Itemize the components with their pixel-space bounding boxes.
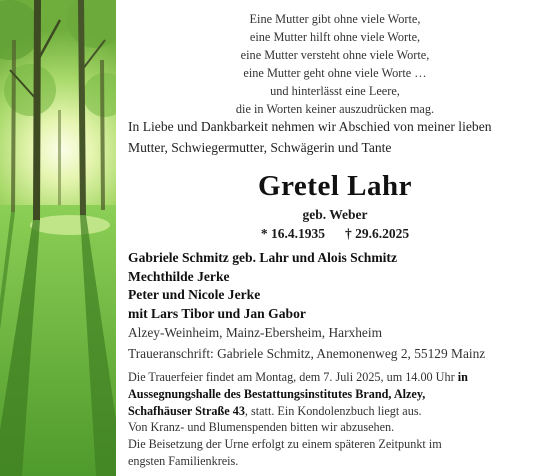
farewell-intro [128,117,542,158]
poem [128,10,542,118]
family-line: Peter und Nicole Jerke [128,287,261,302]
ceremony-line: Die Beisetzung der Urne erfolgt zu einem späteren Zeitpunkt im [128,437,442,452]
poem-line: eine Mutter versteht ohne viele Worte, [240,48,430,62]
family-line: Mechthilde Jerke [128,268,230,284]
family-places: Alzey-Weinheim, Mainz-Ebersheim, Harxheim [128,325,382,340]
family-line: Gabriele Schmitz geb. Lahr und Alois Schmitz [128,250,397,265]
notice-content [128,0,542,476]
poem-line: eine Mutter geht ohne viele Worte … [243,66,427,80]
poem-line: Eine Mutter gibt ohne viele Worte, [249,12,421,26]
poem-line: und hinterlässt eine Leere, [270,84,400,98]
deceased-name: Gretel Lahr [258,170,412,202]
ceremony-line: Schafhäuser Straße 43, statt. Ein Kondolenzbuch liegt aus. [128,403,422,418]
maiden-name: geb. Weber [302,207,368,222]
family-line: mit Lars Tibor und Jan Gabor [128,305,306,321]
mourning-family [128,249,542,323]
intro-line: In Liebe und Dankbarkeit nehmen wir Abschied von meiner lieben [128,119,492,134]
ceremony-line: engsten Familienkreis. [128,453,239,468]
ceremony-info [128,369,542,470]
ceremony-line: Aussegnungshalle des Bestattungsinstitutes Brand, Alzey, [128,386,426,401]
life-dates [128,225,542,242]
intro-line: Mutter, Schwiegermutter, Schwägerin und Tante [128,139,392,155]
forest-photo [0,0,116,476]
poem-line: eine Mutter hilft ohne viele Worte, [249,30,421,44]
death-date: † 29.6.2025 [345,226,410,241]
ceremony-line: Die Trauerfeier findet am Montag, dem 7. Juli 2025, um 14.00 Uhr in [128,370,468,384]
mourning-address: Traueranschrift: Gabriele Schmitz, Anemonenweg 2, 55129 Mainz [128,346,486,361]
birth-date: * 16.4.1935 [260,226,325,241]
poem-line: die in Worten keiner auszudrücken mag. [235,102,435,116]
ceremony-line: Von Kranz- und Blumenspenden bitten wir abzusehen. [128,420,395,435]
